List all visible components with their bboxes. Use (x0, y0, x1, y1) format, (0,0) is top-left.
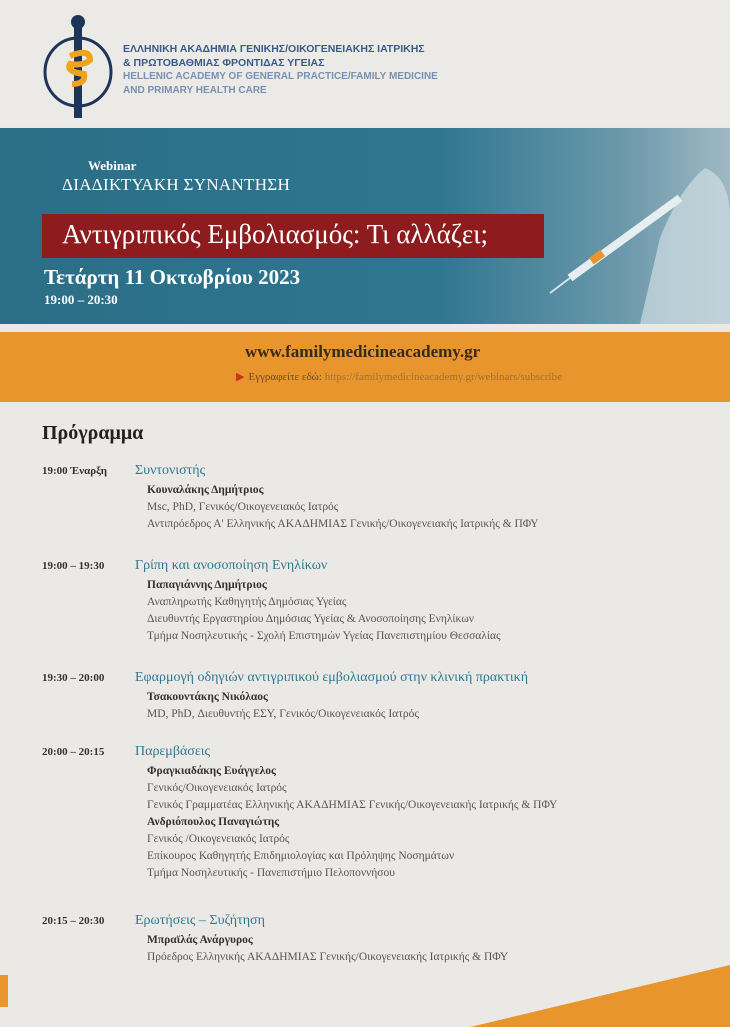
left-accent-bar (0, 975, 8, 1007)
entry-title: Εφαρμογή οδηγιών αντιγριπικού εμβολιασμού στην κλινική πρακτική (135, 670, 529, 685)
speaker-detail: Msc, PhD, Γενικός/Οικογενειακός Ιατρός (147, 501, 339, 513)
entry-details (147, 689, 419, 723)
speaker-detail: Αναπληρωτής Καθηγητής Δημόσιας Υγείας (147, 596, 347, 608)
speaker-detail: Αντιπρόεδρος Α' Ελληνικής ΑΚΑΔΗΜΙΑΣ Γενικής/Οικογενειακής Ιατρικής & ΠΦΥ (147, 518, 539, 530)
speaker-name: Ανδριόπουλος Παναγιώτης (147, 816, 280, 828)
event-time: 19:00 – 20:30 (44, 292, 118, 307)
org-name-greek-2: & ΠΡΩΤΟΒΑΘΜΙΑΣ ΦΡΟΝΤΙΔΑΣ ΥΓΕΙΑΣ (123, 57, 325, 69)
entry-details (147, 482, 539, 533)
speaker-detail: Επίκουρος Καθηγητής Επιδημιολογίας και Πρόληψης Νοσημάτων (147, 850, 455, 862)
entry-time: 20:15 – 20:30 (42, 915, 105, 927)
speaker-detail: Τμήμα Νοσηλευτικής - Σχολή Επιστημών Υγείας Πανεπιστημίου Θεσσαλίας (147, 630, 501, 642)
header (0, 0, 730, 124)
website-link[interactable]: www.familymedicineacademy.gr (245, 342, 481, 361)
speaker-detail: Γενικός Γραμματέας Ελληνικής ΑΚΑΔΗΜΙΑΣ Γενικής/Οικογενειακής Ιατρικής & ΠΦΥ (147, 799, 558, 811)
registration-line (236, 370, 562, 383)
registration-label: Εγγραφείτε εδώ: (248, 371, 322, 383)
entry-title: Ερωτήσεις – Συζήτηση (135, 913, 265, 928)
speaker-name: Φραγκιαδάκης Ευάγγελος (147, 765, 276, 777)
speaker-detail: Γενικός/Οικογενειακός Ιατρός (147, 782, 287, 794)
event-type: ΔΙΑΔΙΚΤΥΑΚΗ ΣΥΝΑΝΤΗΣΗ (62, 175, 291, 194)
entry-time: 20:00 – 20:15 (42, 746, 105, 758)
speaker-detail: Διευθυντής Εργαστηρίου Δημόσιας Υγείας & Ανοσοποίησης Ενηλίκων (147, 613, 474, 625)
entry-title: Γρίπη και ανοσοποίηση Ενηλίκων (135, 558, 328, 573)
corner-decoration (470, 965, 730, 1027)
speaker-detail: MD, PhD, Διευθυντής ΕΣΥ, Γενικός/Οικογενειακός Ιατρός (147, 708, 419, 720)
entry-time: 19:30 – 20:00 (42, 672, 105, 684)
organization-name (123, 42, 438, 97)
entry-details (147, 763, 557, 882)
org-name-greek: ΕΛΛΗΝΙΚΗ ΑΚΑΔΗΜΙΑ ΓΕΝΙΚΗΣ/ΟΙΚΟΓΕΝΕΙΑΚΗΣ ΙΑΤΡΙΚΗΣ (123, 43, 425, 55)
arrow-right-icon: ▶ (236, 371, 245, 383)
org-name-english: HELLENIC ACADEMY OF GENERAL PRACTICE/FAMILY MEDICINE (123, 71, 438, 82)
title-bar (42, 214, 544, 258)
event-title: Αντιγριπικός Εμβολιασμός: Τι αλλάζει; (62, 219, 489, 249)
speaker-name: Τσακουντάκης Νικόλαος (147, 691, 268, 703)
org-name-english-2: AND PRIMARY HEALTH CARE (123, 84, 267, 96)
speaker-detail: Πρόεδρος Ελληνικής ΑΚΑΔΗΜΙΑΣ Γενικής/Οικογενειακής Ιατρικής & ΠΦΥ (147, 951, 509, 963)
webinar-label: Webinar (88, 158, 137, 173)
entry-title: Παρεμβάσεις (135, 744, 211, 759)
vaccine-syringe-image (530, 128, 730, 324)
entry-time: 19:00 – 19:30 (42, 560, 105, 572)
entry-time: 19:00 Έναρξη (42, 465, 108, 477)
speaker-name: Παπαγιάννης Δημήτριος (147, 579, 267, 591)
program-heading: Πρόγραμμα (42, 422, 144, 444)
academy-logo-icon (40, 14, 116, 120)
registration-band (0, 332, 730, 402)
entry-details (147, 932, 508, 966)
speaker-name: Μπραϊλάς Ανάργυρος (147, 934, 253, 946)
entry-title: Συντονιστής (135, 463, 206, 478)
event-date: Τετάρτη 11 Οκτωβρίου 2023 (44, 265, 301, 289)
speaker-detail: Γενικός /Οικογενειακός Ιατρός (147, 833, 290, 845)
speaker-name: Κουναλάκης Δημήτριος (147, 484, 264, 496)
entry-details (147, 577, 501, 645)
registration-link[interactable]: https://familymedicineacademy.gr/webinars/subscribe (324, 371, 562, 383)
speaker-detail: Τμήμα Νοσηλευτικής - Πανεπιστήμιο Πελοποννήσου (147, 867, 395, 879)
event-banner (0, 128, 730, 324)
